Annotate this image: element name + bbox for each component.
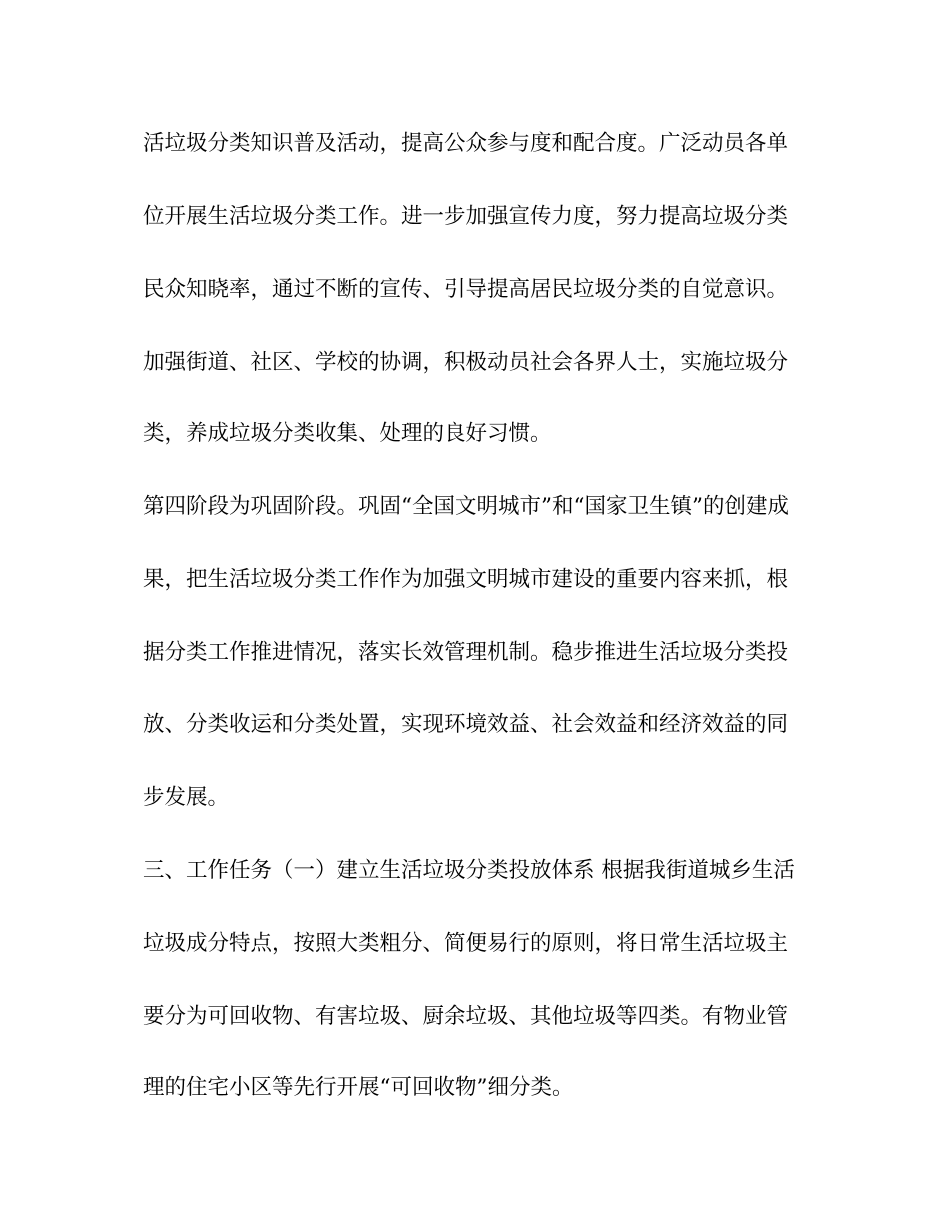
text-line: 理的住宅小区等先行开展“可回收物”细分类。 [143,1075,574,1100]
text-line: 三、工作任务（一）建立生活垃圾分类投放体系 根据我街道城乡生活 [143,858,795,883]
text-line: 要分为可回收物、有害垃圾、厨余垃圾、其他垃圾等四类。有物业管 [143,1004,789,1029]
text-line: 位开展生活垃圾分类工作。进一步加强宣传力度，努力提高垃圾分类 [143,204,789,229]
text-line: 加强街道、社区、学校的协调，积极动员社会各界人士，实施垃圾分 [143,350,789,375]
text-line: 类，养成垃圾分类收集、处理的良好习惯。 [143,421,552,446]
text-line: 放、分类收运和分类处置，实现环境效益、社会效益和经济效益的同 [143,712,789,737]
text-line: 步发展。 [143,785,230,810]
text-line: 据分类工作推进情况，落实长效管理机制。稳步推进生活垃圾分类投 [143,640,789,665]
text-line: 第四阶段为巩固阶段。巩固“全国文明城市”和“国家卫生镇”的创建成 [143,494,789,519]
text-line: 果，把生活垃圾分类工作作为加强文明城市建设的重要内容来抓，根 [143,567,789,592]
text-line: 活垃圾分类知识普及活动，提高公众参与度和配合度。广泛动员各单 [143,131,789,156]
text-line: 垃圾成分特点，按照大类粗分、简便易行的原则，将日常生活垃圾主 [143,931,789,956]
text-line: 民众知晓率，通过不断的宣传、引导提高居民垃圾分类的自觉意识。 [143,277,789,302]
